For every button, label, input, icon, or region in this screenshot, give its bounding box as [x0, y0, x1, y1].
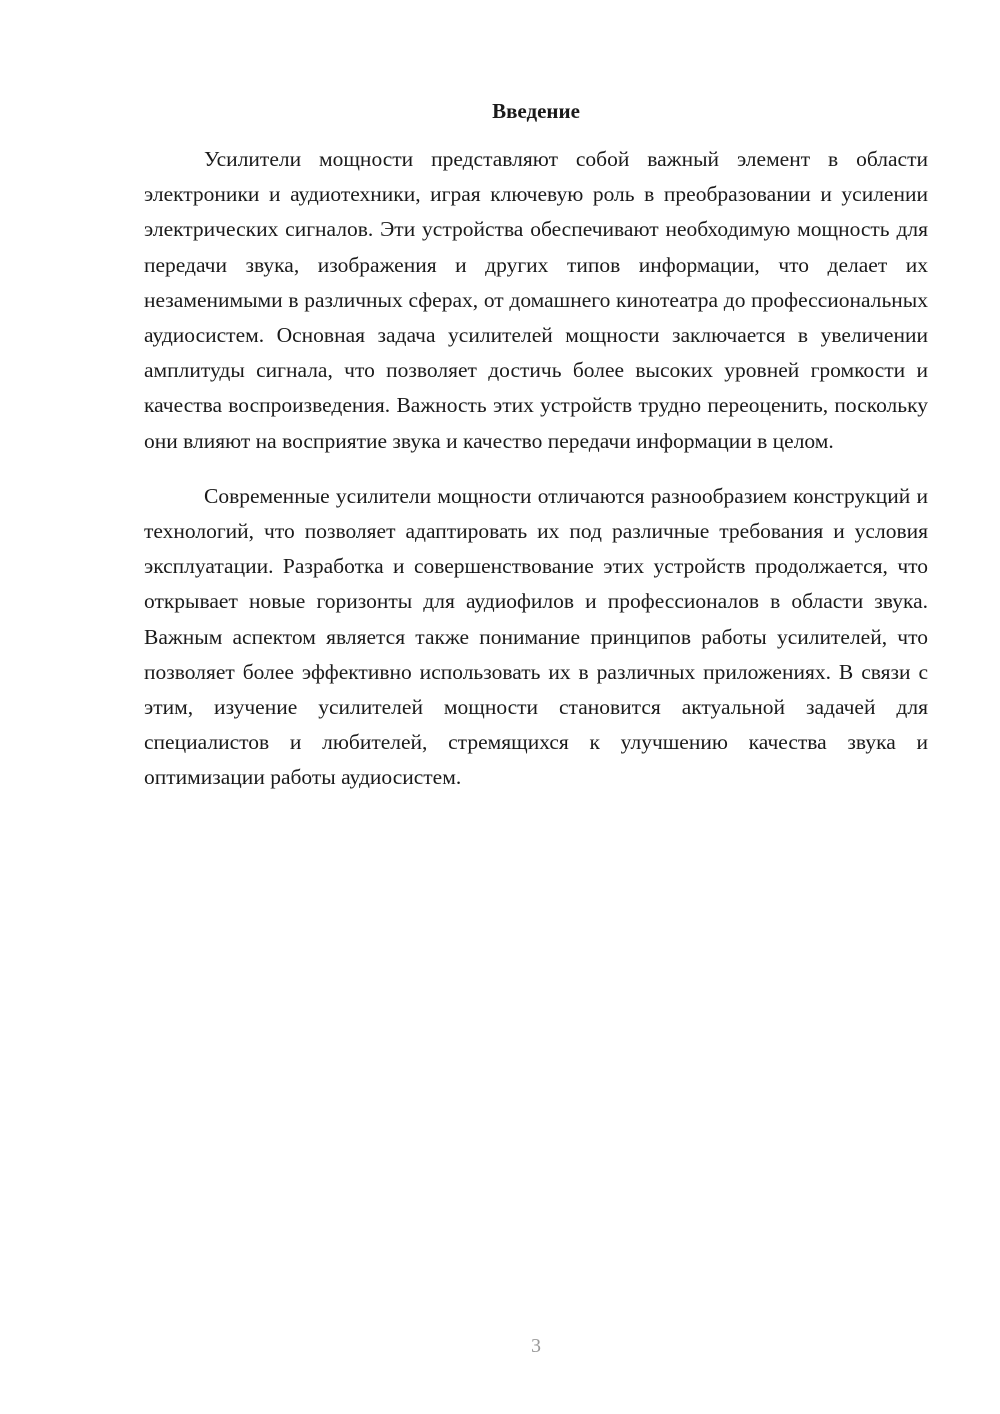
page-number: 3: [531, 1335, 541, 1357]
section-title: Введение: [492, 99, 580, 123]
paragraph-2: Современные усилители мощности отличаются разнообразием конструкций и технологий, что позволяет адаптировать их под различные требования и условия эксплуатации. Разработка и совершенствование этих устройств продолжается, что открывает новые горизонты для аудиофилов и профессионалов в области звука. Важным аспектом является также понимание принципов работы усилителей, что позволяет более эффективно использовать их в различных приложениях. В связи с этим, изучение усилителей мощности становится актуальной задачей для специалистов и любителей, стремящихся к улучшению качества звука и оптимизации работы аудиосистем.: [144, 483, 928, 790]
paragraph-1: Усилители мощности представляют собой важный элемент в области электроники и аудиотехники, играя ключевую роль в преобразовании и усилении электрических сигналов. Эти устройства обеспечивают необходимую мощность для передачи звука, изображения и других типов информации, что делает их незаменимыми в различных сферах, от домашнего кинотеатра до профессиональных аудиосистем. Основная задача усилителей мощности заключается в увеличении амплитуды сигнала, что позволяет достичь более высоких уровней громкости и качества воспроизведения. Важность этих устройств трудно переоценить, поскольку они влияют на восприятие звука и качество передачи информации в целом.: [144, 147, 928, 453]
body-text: [144, 142, 928, 796]
